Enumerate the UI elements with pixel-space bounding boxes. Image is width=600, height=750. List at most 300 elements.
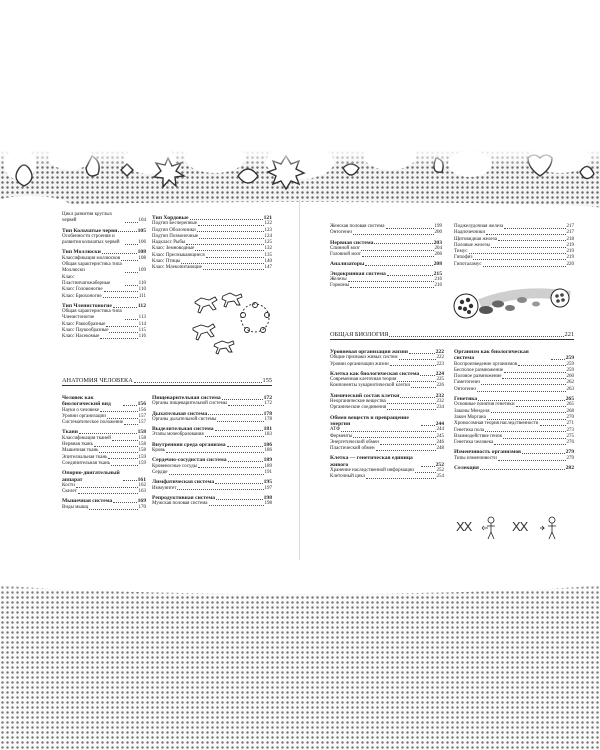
entry-title: Хранение наследственной информации xyxy=(330,468,414,474)
entry-title: Поджелудочная железа xyxy=(454,224,504,229)
entry-page-number: 271 xyxy=(566,421,574,427)
entry-title: Воспроизведение организмов xyxy=(454,361,518,367)
entry-title: Классификация тканей xyxy=(62,435,111,441)
entry-title: Репродуктивная система xyxy=(152,494,216,501)
entry-page-number: 279 xyxy=(565,449,574,456)
entry-title: Типы изменчивости xyxy=(454,455,497,461)
entry-page-number: 222 xyxy=(435,349,444,355)
entry-page-number: 191 xyxy=(264,469,272,475)
entry-page-number: 220 xyxy=(566,261,574,267)
entry-title: Человек как биологический вид xyxy=(62,395,111,408)
leader-dots xyxy=(125,243,138,245)
entry-title: Мужская половая система xyxy=(152,501,208,507)
entry-title: Онтогенез xyxy=(454,386,477,392)
entry-title: Лимфатическая система xyxy=(152,479,215,486)
leader-dots xyxy=(169,473,264,475)
entry-title: Подтип Оболочники xyxy=(152,227,196,233)
entry-title: Уровни организации xyxy=(62,413,106,419)
entry-page-number: 273 xyxy=(566,427,574,433)
leader-dots xyxy=(341,430,435,432)
toc-chapter-entry[interactable] xyxy=(62,470,146,483)
leader-dots xyxy=(491,246,566,248)
entry-page-number: 112 xyxy=(137,302,146,309)
entry-page-number: 123 xyxy=(264,227,272,233)
entry-page-number: 108 xyxy=(138,255,146,261)
entry-page-number: 223 xyxy=(436,361,444,367)
entry-page-number: 206 xyxy=(434,252,442,258)
entry-title: Надкласс Рыбы xyxy=(152,240,186,246)
entry-title: Виды мышц xyxy=(62,504,89,510)
entry-title: Железы xyxy=(330,277,347,283)
entry-page-number: 268 xyxy=(566,408,574,414)
entry-title: Пищеварительная система xyxy=(152,395,221,401)
entry-title: Генетика xyxy=(454,396,478,403)
entry-title: Современная клеточная теория xyxy=(330,377,397,383)
entry-title: АТФ xyxy=(330,427,341,433)
toc-entry[interactable] xyxy=(62,294,146,300)
entry-page-number: 197 xyxy=(264,485,272,491)
leader-dots xyxy=(387,274,433,276)
entry-title: Половое размножение xyxy=(454,374,502,380)
entry-page-number: 199 xyxy=(434,224,442,229)
entry-page-number: 216 xyxy=(434,283,442,289)
toc-entry[interactable] xyxy=(330,252,442,258)
entry-page-number: 111 xyxy=(138,293,146,299)
entry-page-number: 113 xyxy=(138,315,146,321)
toc-entry[interactable] xyxy=(62,262,146,275)
entry-page-number: 275 xyxy=(566,433,574,439)
entry-title: Мышечная ткань xyxy=(62,448,99,454)
toc-entry[interactable] xyxy=(330,362,444,368)
toc-chapter-entry[interactable] xyxy=(330,455,444,468)
entry-page-number: 279 xyxy=(566,455,574,461)
entry-page-number: 108 xyxy=(137,249,146,256)
entry-page-number: 216 xyxy=(434,277,442,283)
entry-title: Класс Брюхоногие xyxy=(62,293,102,299)
leader-dots xyxy=(551,358,565,360)
leader-dots xyxy=(399,358,436,360)
entry-page-number: 244 xyxy=(435,420,444,427)
leader-dots xyxy=(217,420,263,422)
leader-dots xyxy=(374,242,432,244)
leader-dots xyxy=(195,249,263,251)
leader-dots xyxy=(113,306,137,308)
entry-page-number: 282 xyxy=(565,465,574,472)
leader-dots xyxy=(491,411,566,413)
leader-dots xyxy=(100,410,138,412)
entry-title: Организм как биологическая система xyxy=(454,349,529,362)
toc-entry[interactable] xyxy=(330,283,442,289)
entry-title: Уровни организации жизни xyxy=(330,361,389,367)
entry-title: Неорганические вещества xyxy=(330,399,386,405)
leader-dots xyxy=(89,508,137,510)
leader-dots xyxy=(181,262,263,264)
entry-title: Женская половая система xyxy=(330,224,385,229)
entry-page-number: 178 xyxy=(264,416,272,422)
entry-title: Класс Пластинчатожаберные xyxy=(62,274,111,286)
entry-title: Науки о человеке xyxy=(62,407,99,413)
entry-title: Кровь xyxy=(152,448,165,454)
entry-title: Нервная ткань xyxy=(62,442,93,448)
entry-page-number: 122 xyxy=(264,221,272,227)
leader-dots xyxy=(177,488,263,490)
entry-page-number: 225 xyxy=(436,377,444,383)
entry-page-number: 265 xyxy=(566,402,574,408)
toc-entry[interactable] xyxy=(62,212,146,225)
leader-dots xyxy=(473,258,565,260)
entry-page-number: 204 xyxy=(434,245,442,251)
leader-dots xyxy=(100,337,137,339)
entry-title: Обмен веществ и превращение энергии xyxy=(330,414,409,427)
leader-dots xyxy=(469,252,566,254)
entry-page-number: 159 xyxy=(138,454,146,460)
entry-title: Гаметогенез xyxy=(454,380,481,386)
leader-dots xyxy=(478,399,564,401)
leader-dots xyxy=(79,432,137,434)
leader-dots xyxy=(197,230,264,232)
toc-entry[interactable] xyxy=(454,262,574,268)
leader-dots xyxy=(125,221,138,223)
leader-dots xyxy=(361,249,433,251)
entry-title: Класс Млекопитающие xyxy=(152,265,202,271)
entry-title: Клетка как биологическая система xyxy=(330,370,420,377)
entry-title: Мышечная система xyxy=(62,498,113,505)
entry-title: Общая характеристика типа Моллюски xyxy=(62,262,122,274)
entry-page-number: 254 xyxy=(436,474,444,480)
toc-entry[interactable] xyxy=(454,440,574,446)
toc-column-1 xyxy=(62,212,146,341)
entry-page-number: 224 xyxy=(435,370,444,377)
toc-entry[interactable] xyxy=(152,470,272,476)
leader-dots xyxy=(208,413,262,415)
entry-page-number: 125 xyxy=(264,240,272,246)
entry-page-number: 181 xyxy=(263,426,272,433)
leader-dots xyxy=(504,227,565,229)
leader-dots xyxy=(353,436,435,438)
entry-title: Закон Моргана xyxy=(454,414,486,420)
entry-page-number: 170 xyxy=(138,504,146,510)
entry-page-number: 198 xyxy=(263,494,272,501)
entry-title: Класс Головоногие xyxy=(62,287,103,293)
toc-entry[interactable] xyxy=(454,456,574,462)
entry-title: Химический состав клетки xyxy=(330,392,400,399)
entry-title: Генетика пола xyxy=(454,427,485,433)
entry-title: Подтип Бесчерепные xyxy=(152,221,198,227)
leader-dots xyxy=(111,464,138,466)
leader-dots xyxy=(540,424,566,426)
leader-dots xyxy=(102,252,137,254)
entry-title: Класс Паукообразные xyxy=(62,328,109,334)
leader-dots xyxy=(522,452,565,454)
leader-dots xyxy=(487,418,566,420)
entry-title: Сердце xyxy=(152,469,168,475)
section-title: АНАТОМИЯ ЧЕЛОВЕКА xyxy=(62,377,133,384)
entry-page-number: 132 xyxy=(264,246,272,252)
toc-column-8 xyxy=(454,346,574,471)
entry-title: Подтип Позвоночные xyxy=(152,233,199,239)
entry-title: Тимус xyxy=(454,249,468,255)
leader-dots xyxy=(485,430,565,432)
leader-dots xyxy=(190,218,263,220)
entry-title: Класс Земноводные xyxy=(152,246,195,252)
entry-page-number: 158 xyxy=(138,448,146,454)
toc-column-6 xyxy=(454,224,574,268)
entry-page-number: 232 xyxy=(436,399,444,405)
entry-title: Систематическое положение xyxy=(62,420,124,426)
entry-page-number: 265 xyxy=(565,396,574,403)
leader-dots xyxy=(78,492,138,494)
leader-dots xyxy=(421,465,435,467)
toc-entry[interactable] xyxy=(330,230,442,236)
entry-page-number: 116 xyxy=(138,334,146,340)
leader-dots xyxy=(415,471,436,473)
toc-entry[interactable] xyxy=(62,309,146,322)
entry-page-number: 186 xyxy=(264,448,272,454)
entry-page-number: 276 xyxy=(566,440,574,446)
entry-page-number: 159 xyxy=(138,460,146,466)
toc-column-2 xyxy=(152,212,272,272)
entry-page-number: 140 xyxy=(264,259,272,265)
leader-dots xyxy=(99,451,137,453)
leader-dots xyxy=(409,352,435,354)
chromosome-label-right: XX xyxy=(512,519,528,534)
entry-page-number: 244 xyxy=(436,427,444,433)
leader-dots xyxy=(518,364,565,366)
toc-entry[interactable] xyxy=(454,387,574,393)
leader-dots xyxy=(123,479,137,481)
section-title: ОБЩАЯ БИОЛОГИЯ xyxy=(330,331,389,338)
leader-dots xyxy=(228,460,263,462)
leader-dots xyxy=(228,404,263,406)
entry-title: Сердечно-сосудистая система xyxy=(152,457,227,464)
leader-dots xyxy=(498,459,566,461)
entry-title: Классификация моллюсков xyxy=(62,255,121,261)
entry-title: Головной мозг xyxy=(330,252,362,258)
toc-entry[interactable] xyxy=(152,432,272,438)
entry-page-number: 156 xyxy=(137,401,146,408)
toc-chapter-entry[interactable] xyxy=(454,349,574,362)
entry-title: Кости xyxy=(62,482,75,488)
toc-entry[interactable] xyxy=(152,486,272,492)
entry-page-number: 135 xyxy=(264,252,272,258)
toc-column-7 xyxy=(330,346,444,481)
entry-title: Гормоны xyxy=(330,283,350,289)
entry-title: Пластический обмен xyxy=(330,446,375,452)
entry-page-number: 115 xyxy=(138,328,146,334)
toc-entry[interactable] xyxy=(152,448,272,454)
leader-dots xyxy=(125,271,138,273)
entry-page-number: 106 xyxy=(138,240,146,246)
leader-dots xyxy=(400,396,434,398)
entry-page-number: 158 xyxy=(138,435,146,441)
entry-title: Класс Насекомые xyxy=(62,334,100,340)
toc-entry[interactable] xyxy=(62,505,146,511)
leader-dots xyxy=(107,417,138,419)
entry-title: Изменчивость организмов xyxy=(454,449,522,456)
leader-dots xyxy=(376,449,436,451)
entry-page-number: 158 xyxy=(137,429,146,436)
leader-dots xyxy=(362,255,433,257)
entry-page-number: 158 xyxy=(138,442,146,448)
leader-dots xyxy=(76,486,138,488)
leader-dots xyxy=(205,435,264,437)
leader-dots xyxy=(353,233,433,235)
toc-entry[interactable] xyxy=(62,234,146,247)
entry-page-number: 232 xyxy=(435,392,444,399)
leader-dots xyxy=(199,237,263,239)
leader-dots xyxy=(106,325,137,327)
section-heading[interactable] xyxy=(62,378,272,384)
leader-dots xyxy=(227,445,263,447)
toc-entry[interactable] xyxy=(330,446,444,452)
toc-entry[interactable] xyxy=(62,461,146,467)
toc-chapter-entry[interactable] xyxy=(62,395,146,408)
entry-title: Нервная система xyxy=(330,239,374,246)
leader-dots xyxy=(503,437,566,439)
entry-page-number: 169 xyxy=(137,498,146,505)
leader-dots xyxy=(504,371,565,373)
leader-dots xyxy=(134,381,262,383)
leader-dots xyxy=(94,445,138,447)
entry-page-number: 198 xyxy=(264,501,272,507)
entry-page-number: 172 xyxy=(263,395,272,401)
entry-title: Клеточный цикл xyxy=(330,474,366,480)
leader-dots xyxy=(186,243,263,245)
toc-entry[interactable] xyxy=(62,275,146,288)
entry-page-number: 178 xyxy=(263,410,272,417)
chromosome-illustration xyxy=(454,514,578,542)
toc-chapter-entry[interactable] xyxy=(454,465,574,471)
leader-dots xyxy=(483,265,566,267)
leader-dots xyxy=(113,501,136,503)
entry-title: Особенности строения и развития кольчатых червей xyxy=(62,233,120,246)
leader-dots xyxy=(477,390,565,392)
entry-title: Бесполое размножение xyxy=(454,367,504,373)
toc-entry[interactable] xyxy=(62,420,146,426)
entry-title: Ферменты xyxy=(330,433,353,439)
entry-title: Анализаторы xyxy=(330,261,365,268)
entry-page-number: 245 xyxy=(436,433,444,439)
entry-title: Взаимодействие генов xyxy=(454,433,502,439)
leader-dots xyxy=(103,296,138,298)
entry-title: Клетка — генетическая единица живого xyxy=(330,455,413,468)
leader-dots xyxy=(209,504,264,506)
toc-entry[interactable] xyxy=(152,265,272,271)
entry-page-number: 105 xyxy=(137,227,146,234)
toc-entry[interactable] xyxy=(62,334,146,340)
entry-title: Класс Пресмыкающиеся xyxy=(152,252,205,258)
entry-page-number: 246 xyxy=(436,439,444,445)
section-rule xyxy=(330,339,574,340)
entry-page-number: 203 xyxy=(433,239,442,246)
leader-dots xyxy=(365,264,432,266)
entry-title: Тип Членистоногие xyxy=(62,302,112,309)
entry-page-number: 252 xyxy=(436,468,444,474)
entry-page-number: 219 xyxy=(566,255,574,261)
leader-dots xyxy=(203,268,264,270)
toc-entry[interactable] xyxy=(330,405,444,411)
top-fade xyxy=(0,150,600,168)
toc-entry[interactable] xyxy=(152,401,272,407)
section-anatomy xyxy=(62,378,272,388)
toc-entry[interactable] xyxy=(152,501,272,507)
entry-title: Половые железы xyxy=(454,242,490,248)
entry-page-number: 208 xyxy=(433,261,442,268)
entry-title: Общие признаки живых систем xyxy=(330,355,398,361)
entry-page-number: 215 xyxy=(433,270,442,277)
entry-title: Общая характеристика типа Членистоногие xyxy=(62,309,122,321)
entry-page-number: 162 xyxy=(138,482,146,488)
entry-title: Законы Менделя xyxy=(454,408,490,414)
leader-dots xyxy=(348,280,434,282)
leader-dots xyxy=(486,233,565,235)
bottom-fade xyxy=(0,564,600,594)
blood-cells-illustration xyxy=(452,284,576,326)
entry-title: Органы дыхательной системы xyxy=(152,416,217,422)
entry-page-number: 157 xyxy=(138,420,146,426)
entry-page-number: 219 xyxy=(566,249,574,255)
entry-page-number: 263 xyxy=(566,386,574,392)
leader-dots xyxy=(498,239,566,241)
leader-dots xyxy=(222,398,263,400)
entry-page-number: 104 xyxy=(138,218,146,224)
entry-page-number: 259 xyxy=(565,355,574,362)
entry-title: Гипоталамус xyxy=(454,261,482,267)
entry-page-number: 124 xyxy=(264,233,272,239)
entry-page-number: 226 xyxy=(436,383,444,389)
entry-title: Хромосомная теория наследственности xyxy=(454,421,539,427)
entry-page-number: 189 xyxy=(263,457,272,464)
leader-dots xyxy=(215,429,263,431)
leader-dots xyxy=(124,423,137,425)
toc-chapter-entry[interactable] xyxy=(330,415,444,428)
section-general-biology xyxy=(330,332,574,342)
entry-title: Энергетический обмен xyxy=(330,439,379,445)
entry-title: Органические соединения xyxy=(330,405,387,411)
entry-title: Ткани xyxy=(62,429,78,436)
toc-column-4 xyxy=(152,392,272,507)
leader-dots xyxy=(380,443,436,445)
entry-title: Цикл развития круглых червей xyxy=(62,212,113,224)
toc-entry[interactable] xyxy=(62,489,146,495)
dogs-illustration xyxy=(185,288,275,358)
entry-title: Органы пищеварительной системы xyxy=(152,401,228,407)
leader-dots xyxy=(411,386,436,388)
section-heading[interactable] xyxy=(330,332,574,338)
entry-page-number: 217 xyxy=(566,230,574,236)
leader-dots xyxy=(216,498,263,500)
section-rule xyxy=(62,385,272,386)
entry-page-number: 186 xyxy=(263,441,272,448)
entry-title: Генетика человека xyxy=(454,440,494,446)
toc-entry[interactable] xyxy=(152,417,272,423)
entry-page-number: 270 xyxy=(566,414,574,420)
toc-entry[interactable] xyxy=(330,383,444,389)
leader-dots xyxy=(109,331,137,333)
entry-page-number: 172 xyxy=(264,401,272,407)
entry-page-number: 260 xyxy=(566,374,574,380)
leader-dots xyxy=(104,290,138,292)
entry-page-number: 252 xyxy=(435,461,444,468)
entry-title: Селекция xyxy=(454,465,479,472)
toc-chapter-entry[interactable] xyxy=(330,261,442,267)
entry-page-number: 147 xyxy=(264,265,272,271)
toc-column-3 xyxy=(62,392,146,511)
leader-dots xyxy=(502,377,565,379)
entry-page-number: 218 xyxy=(566,236,574,242)
entry-title: Эпителиальная ткань xyxy=(62,454,108,460)
toc-entry[interactable] xyxy=(330,474,444,480)
